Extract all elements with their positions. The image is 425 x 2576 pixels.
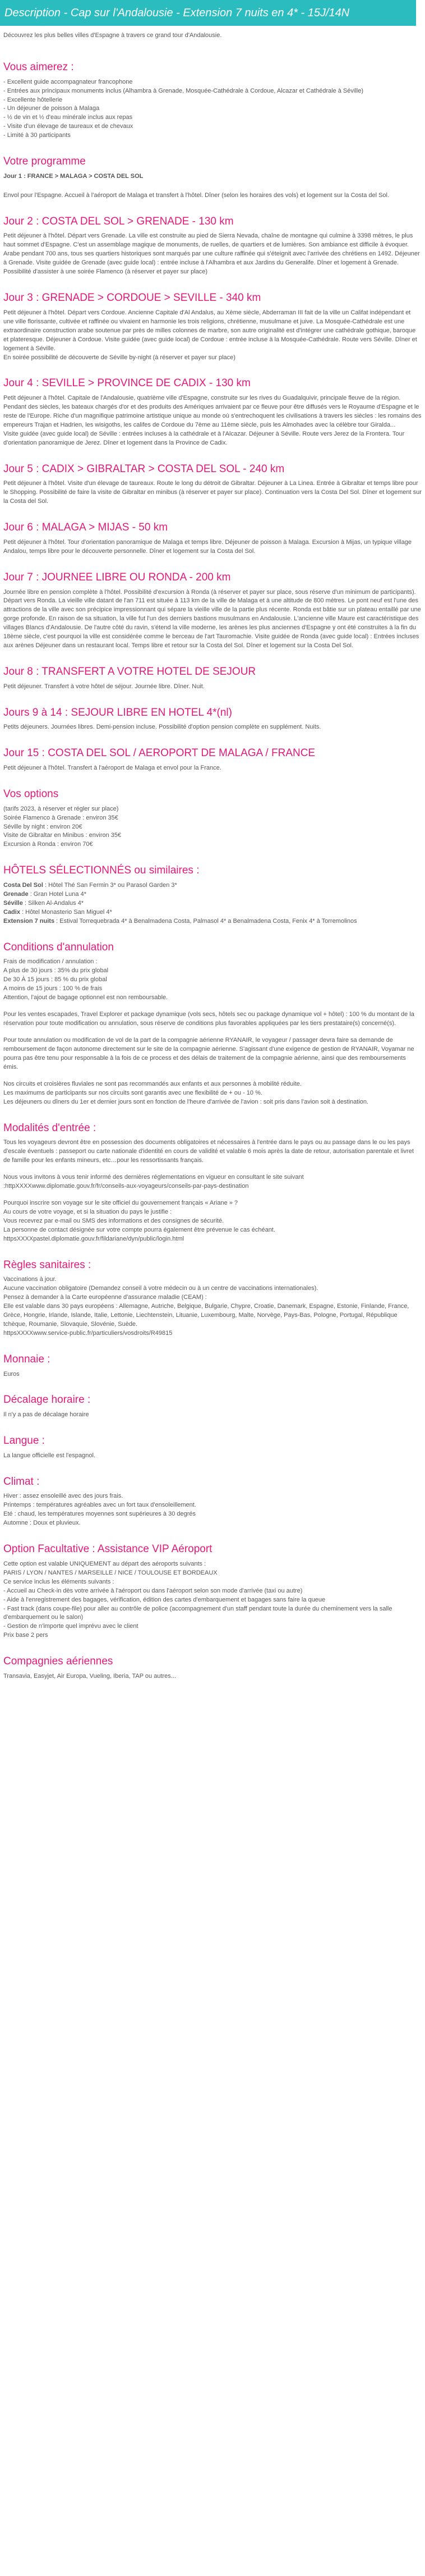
vous-aimerez-item: - Entrées aux principaux monuments inclus (Alhambra à Grenade, Mosquée-Cathédrale à Cordoue, Alcazar et Cathédrale à Séville) — [3, 87, 364, 94]
option-item: Excursion à Ronda : environ 70€ — [3, 841, 93, 848]
climat-section — [3, 1475, 422, 1528]
day-2-text: Petit déjeuner à l'hôtel. Départ vers Grenade. La ville est construite au pied de Sierra Nevada, chaîne de montagne qui culmine à 3398 mètres, le plus haut sommet d'Espagne. C'est un assemblage magique de monuments, de ruelles, de quartiers et de lumières. Son ambiance est difficile à évoquer. Arabe pendant 700 ans, tous ses quartiers historiques sont marqués par une culture raffinée qui s'éteignit avec l'arrivée des chrétiens en 1492. Déjeuner à Grenade. Visite guidée de Grenade (avec guide local) : entrée incluse à l'Alhambra et aux Jardins du Generalife. Dîner et logement à Grenade. Possibilité d'assister à une soirée Flamenco (à réserver et payer sur place) — [3, 232, 420, 276]
compagnies-section — [3, 1655, 422, 1681]
compagnies-heading: Compagnies aériennes — [3, 1655, 113, 1668]
day-5-section — [3, 463, 422, 507]
vous-aimerez-item: - Limité à 30 participants — [3, 132, 71, 139]
modalites-paragraph: Tous les voyageurs devront être en possession des documents obligatoires et nécessaires à l'entrée dans le pays ou au passage dans le ou les pays d'escale éventuels : passeport ou carte nationale d'identité en cours de validité et valable 6 mois après la date de retour, autorisation parentale et livret de famille pour les enfants mineurs, etc…pour les ressortissants français. — [3, 1139, 414, 1164]
day-2-heading: Jour 2 : COSTA DEL SOL > GRENADE - 130 km — [3, 215, 234, 227]
hotel-item — [3, 899, 422, 908]
decalage-text: Il n'y a pas de décalage horaire — [3, 1411, 89, 1419]
option-item: Séville by night : environ 20€ — [3, 823, 82, 830]
hotel-value: : Hôtel Monasterio San Miguel 4* — [20, 908, 112, 916]
modalites-section — [3, 1122, 422, 1244]
hotel-value: : Silken Al-Andalus 4* — [22, 899, 84, 907]
modalites-heading: Modalités d'entrée : — [3, 1122, 96, 1134]
option-item: (tarifs 2023, à réserver et régler sur place) — [3, 805, 119, 812]
day-2-section — [3, 215, 422, 277]
intro-text: Découvrez les plus belles villes d'Espagne à travers ce grand tour d'Andalousie. — [3, 32, 222, 39]
hotel-label: Cadix — [3, 908, 20, 916]
climat-text: Hiver : assez ensoleillé avec des jours frais. Printemps : températures agréables avec un fort taux d'ensoleillement. Eté : chaud, les températures moyennes sont supérieures à 30 degrés Automne : Doux et pluvieux. — [3, 1493, 196, 1527]
day-4-section — [3, 377, 422, 447]
hotels-heading: HÔTELS SÉLECTIONNÉS ou similaires : — [3, 864, 200, 877]
modalites-paragraph: Pourquoi inscrire son voyage sur le site officiel du gouvernement français « Ariane » ? Au cours de votre voyage, et si la situation du pays le justifie : Vous recevrez par e-mail ou SMS des informations et des consignes de sécurité. La personne de contact désignée sur votre compte pourra également être prévenue le cas échéant. httpsXXXXpastel.diplomatie.gouv.fr/fildariane/dyn/public/login.html — [3, 1199, 275, 1242]
day-7-heading: Jour 7 : JOURNEE LIBRE OU RONDA - 200 km — [3, 571, 231, 583]
day-1-text: Envol pour l'Espagne. Accueil à l'aéroport de Malaga et transfert à l'hôtel. Dîner (selon les horaires des vols) et logement sur la Costa del Sol. — [3, 191, 390, 199]
day-4-text: Petit déjeuner à l'hôtel. Capitale de l'Andalousie, quatrième ville d'Espagne, construite sur les rives du Guadalquivir, principale fleuve de la région. Pendant des siècles, les bateaux chargés d'or et des produits des Amériques arrivaient par ce fleuve pour être diffusés vers le Royaume d'Espagne et le reste de l'Europe. Riche d'un magnifique patrimoine artistique unique au monde où s'entrechoquent les civilisations à travers les siècles : les romains des empereurs Trajan et Hadrien, les wisigoths, les califes de Cordoue du 7ème au 11ème siècle, puis les Almohades avec la célèbre tour Giralda... Visite guidée (avec guide local) de Séville : entrées incluses à la cathédrale et à l'Alcazar. Déjeuner à Séville. Route vers Jerez de la Frontera. Tour d'orientation panoramique de Jerez. Dîner et logement dans la Province de Cadix. — [3, 395, 422, 446]
options-section — [3, 788, 422, 849]
monnaie-heading: Monnaie : — [3, 1353, 50, 1365]
day-5-text: Petit déjeuner à l'hôtel. Visite d'un élevage de taureaux. Route le long du détroit de Gibraltar. Déjeuner à La Linea. Entrée à Gibraltar et temps libre pour le Shopping. Possibilité de faire la visite de Gibraltar en minibus (à réserver et payer sur place). Continuation vers la Costa Del Sol. Dîner et logement sur la Costa del Sol. — [3, 480, 422, 505]
day-1-subtitle: Jour 1 : FRANCE > MALAGA > COSTA DEL SOL — [3, 172, 144, 180]
vous-aimerez-section — [3, 61, 422, 140]
langue-section — [3, 1434, 422, 1461]
day-8-section — [3, 665, 422, 692]
day-9-14-text: Petits déjeuners. Journées libres. Demi-pension incluse. Possibilité d'option pension complète en supplément. Nuits. — [3, 724, 321, 731]
conditions-paragraph: Pour toute annulation ou modification de vol de la part de la compagnie aérienne RYANAIR, le voyageur / passager devra faire sa demande de remboursement de façon autonome directement sur le site de la compagnie aérienne. S'agissant d'une exigence de gestion de RYANAIR, Voyamar ne pourra pas être tenu pour responsable à la fois de ce process et des délais de traitement de la compagnie aérienne, ainsi que des remboursements émis. — [3, 1036, 414, 1070]
vous-aimerez-item: - Excellent guide accompagnateur francophone — [3, 78, 133, 85]
hotel-item — [3, 908, 422, 917]
vous-aimerez-item: - Visite d'un élevage de taureaux et de chevaux — [3, 123, 133, 130]
conditions-heading: Conditions d'annulation — [3, 941, 114, 953]
title-bar — [0, 0, 416, 26]
day-6-text: Petit déjeuner à l'hôtel. Tour d'orientation panoramique de Malaga et temps libre. Déjeuner de poisson à Malaga. Excursion à Mijas, un typique village Andalou, temps libre pour le découverte personnelle. Dîner et logement sur la Costa del Sol. — [3, 538, 412, 555]
hotel-label: Grenade — [3, 890, 29, 898]
langue-text: La langue officielle est l'espagnol. — [3, 1452, 95, 1459]
hotel-label: Costa Del Sol — [3, 882, 43, 889]
monnaie-section — [3, 1353, 422, 1379]
vous-aimerez-list — [3, 78, 422, 141]
vous-aimerez-item: - Un déjeuner de poisson à Malaga — [3, 105, 100, 112]
day-6-section — [3, 521, 422, 556]
day-3-heading: Jour 3 : GRENADE > CORDOUE > SEVILLE - 340 km — [3, 292, 261, 304]
day-9-14-heading: Jours 9 à 14 : SEJOUR LIBRE EN HOTEL 4*(nl) — [3, 706, 232, 719]
day-8-heading: Jour 8 : TRANSFERT A VOTRE HOTEL DE SEJOUR — [3, 666, 256, 678]
option-facultative-heading: Option Facultative : Assistance VIP Aéroport — [3, 1543, 212, 1555]
day-3-section — [3, 291, 422, 362]
hotels-section — [3, 864, 422, 926]
day-15-text: Petit déjeuner à l'hôtel. Transfert à l'aéroport de Malaga et envol pour la France. — [3, 765, 221, 771]
sanitaires-text: Vaccinations à jour. Aucune vaccination obligatoire (Demandez conseil à votre médecin ou à un centre de vaccinations internationales). Pensez à demander à la Carte européenne d'assurance maladie (CEAM) : Elle est valable dans 30 pays européens : Allemagne, Autriche, Belgique, Bulgarie, Chypre, Croatie, Danemark, Espagne, Estonie, Finlande, France, Grèce, Hongrie, Irlande, Islande, Italie, Lettonie, Liechtenstein, Lituanie, Luxembourg, Malte, Norvège, Pays-Bas, Pologne, Portugal, République tchèque, Roumanie, Slovaquie, Slovénie, Suède. httpsXXXXwww.service-public.fr/particuliers/vosdroits/R49815 — [3, 1276, 409, 1337]
day-6-heading: Jour 6 : MALAGA > MIJAS - 50 km — [3, 521, 168, 534]
vous-aimerez-heading: Vous aimerez : — [3, 61, 74, 73]
content — [0, 31, 425, 1681]
hotel-value: : Gran Hotel Luna 4* — [28, 890, 86, 898]
day-4-heading: Jour 4 : SEVILLE > PROVINCE DE CADIX - 130 km — [3, 377, 251, 390]
hotel-value: : Hôtel Thé San Fermin 3* ou Parasol Garden 3* — [43, 882, 177, 889]
option-facultative-section — [3, 1543, 422, 1640]
monnaie-text: Euros — [3, 1370, 20, 1378]
programme-section — [3, 155, 422, 200]
day-7-section — [3, 571, 422, 651]
option-item: Soirée Flamenco à Grenade : environ 35€ — [3, 814, 118, 821]
hotel-label: Séville — [3, 899, 23, 907]
conditions-paragraph: Frais de modification / annulation : A plus de 30 jours : 35% du prix global De 30 À 15 jours : 85 % du prix global A moins de 15 jours : 100 % de frais Attention, l'ajout de bagage optionnel est non remboursable. — [3, 958, 168, 1001]
day-5-heading: Jour 5 : CADIX > GIBRALTAR > COSTA DEL SOL - 240 km — [3, 463, 285, 475]
decalage-heading: Décalage horaire : — [3, 1394, 91, 1406]
langue-heading: Langue : — [3, 1435, 45, 1447]
page-title: Description - Cap sur l'Andalousie - Extension 7 nuits en 4* - 15J/14N — [4, 7, 350, 19]
day-7-text: Journée libre en pension complète à l'hôtel. Possibilité d'excursion à Ronda (à réserver et payer sur place, sous réserve d'un minimum de participants). Départ vers Ronda. La vieille ville datant de l'an 711 est située à 113 km de la ville de Malaga et à une altitude de 800 mètres. Le pont neuf est l'une des attractions de la ville avec son précipice impressionnant qui sépare la vieille ville de la partie plus récente. Ronda est bâtie sur un plateau entaillé par une gorge profonde. En raison de sa situation, la ville fut l'un des derniers bastions musulmans en Andalousie. L'ancienne ville Maure est caractéristique des villages Blancs d'Andalousie. De l'autre côté du ravin, s'étend la ville moderne, les arènes les plus anciennes d'Espagne y ont été construites à la fin du 18ème siècle, c'est pourquoi la ville est considérée comme le berceau de l'art Tauromachie. Visite guidée de Ronda (avec guide local) : Entrées incluses aux arènes Déjeuner dans un restaurant local. Temps libre et retour sur la Costa del Sol. Dîner et logement sur la Costa Del Sol. — [3, 588, 421, 649]
day-9-14-section — [3, 706, 422, 733]
hotel-label: Extension 7 nuits — [3, 917, 55, 925]
options-heading: Vos options — [3, 788, 59, 800]
conditions-section — [3, 941, 422, 1107]
decalage-section — [3, 1393, 422, 1420]
day-15-heading: Jour 15 : COSTA DEL SOL / AEROPORT DE MALAGA / FRANCE — [3, 747, 316, 759]
hotel-item — [3, 881, 422, 890]
conditions-paragraph: Pour les ventes escapades, Travel Explorer et package dynamique (vols secs, hôtels sec ou package dynamique vol + hôtel) : 100 % du montant de la réservation pour toute modification ou annulation, sous réserve de conditions plus favorables appliquées par les tiers prestataire(s) concerné(s). — [3, 1011, 414, 1027]
sanitaires-section — [3, 1259, 422, 1338]
climat-heading: Climat : — [3, 1475, 40, 1488]
sanitaires-heading: Règles sanitaires : — [3, 1259, 91, 1271]
modalites-paragraph: Nous vous invitons à vous tenir informé des dernières réglementations en vigueur en consultant le site suivant :httpXXXXwww.diplomatie.gouv.fr/fr/conseils-aux-voyageurs/conseils-par-pays-destination — [3, 1174, 304, 1189]
conditions-paragraph: Nos circuits et croisières fluviales ne sont pas recommandés aux enfants et aux personnes à mobilité réduite. Les maximums de participants sur nos circuits sont garantis avec une flexibilité de + ou - 10 %. Les déjeuners ou dîners du 1er et dernier jours sont en fonction de l'heure d'arrivée de l'avion : soit pris dans l'avion soit à destination. — [3, 1080, 369, 1105]
programme-heading: Votre programme — [3, 155, 86, 168]
compagnies-text: Transavia, Easyjet, Air Europa, Vueling, Iberia, TAP ou autres... — [3, 1672, 176, 1680]
vous-aimerez-item: - ½ de vin et ½ d'eau minérale inclus aux repas — [3, 114, 133, 121]
day-3-text: Petit déjeuner à l'hôtel. Départ vers Cordoue. Ancienne Capitale d'Al Andalus, au Xème siècle, Abderraman III fait de la ville un Califat indépendant et une ville florissante, cultivée et raffinée ou vivaient en harmonie les trois religions, chrétienne, musulmane et juive. La Mosquée-Cathédrale est une extraordinaire construction arabe soutenue par près de milles colonnes de marbre, son autre originalité est d'intégrer une cathédrale gothique, baroque et plateresque. Déjeuner à Cordoue. Visite guidée (avec guide local) de Cordoue : entrée incluse à la Mosquée-Cathédrale. Route vers Séville. Dîner et logement à Séville. En soirée possibilité de découverte de Séville by-night (à réserver et payer sur place) — [3, 309, 417, 361]
option-facultative-text: Cette option est valable UNIQUEMENT au départ des aéroports suivants : PARIS / LYON / NANTES / MARSEILLE / NICE / TOULOUSE ET BORDEAUX Ce service inclus les éléments suivants : - Accueil au Check-in dès votre arrivée à l'aéroport ou dans l'aéroport selon son mode d'arrivée (taxi ou autre) - Aide à l'enregistrement des bagages, vérification, édition des cartes d'embarquement et bagages sans faire la queue - Fast track (dans coupe-file) pour aller au contrôle de police (accompagnement d'un staff pendant toute la durée du cheminement vers la salle d'embarquement ou le salon) - Gestion de n'importe quel imprévu avec le client Prix base 2 pers — [3, 1560, 392, 1639]
hotel-item — [3, 890, 422, 899]
day-15-section — [3, 747, 422, 773]
option-item: Visite de Gibraltar en Minibus : environ 35€ — [3, 832, 122, 839]
vous-aimerez-item: - Excellente hôtellerie — [3, 96, 63, 103]
day-8-text: Petit déjeuner. Transfert à votre hôtel de séjour. Journée libre. Dîner. Nuit. — [3, 683, 205, 690]
hotel-item — [3, 917, 422, 926]
hotel-value: : Estival Torrequebrada 4* à Benalmadena Costa, Palmasol 4* a Benalmadena Costa, Fenix 4* à Torremolinos — [54, 917, 357, 925]
